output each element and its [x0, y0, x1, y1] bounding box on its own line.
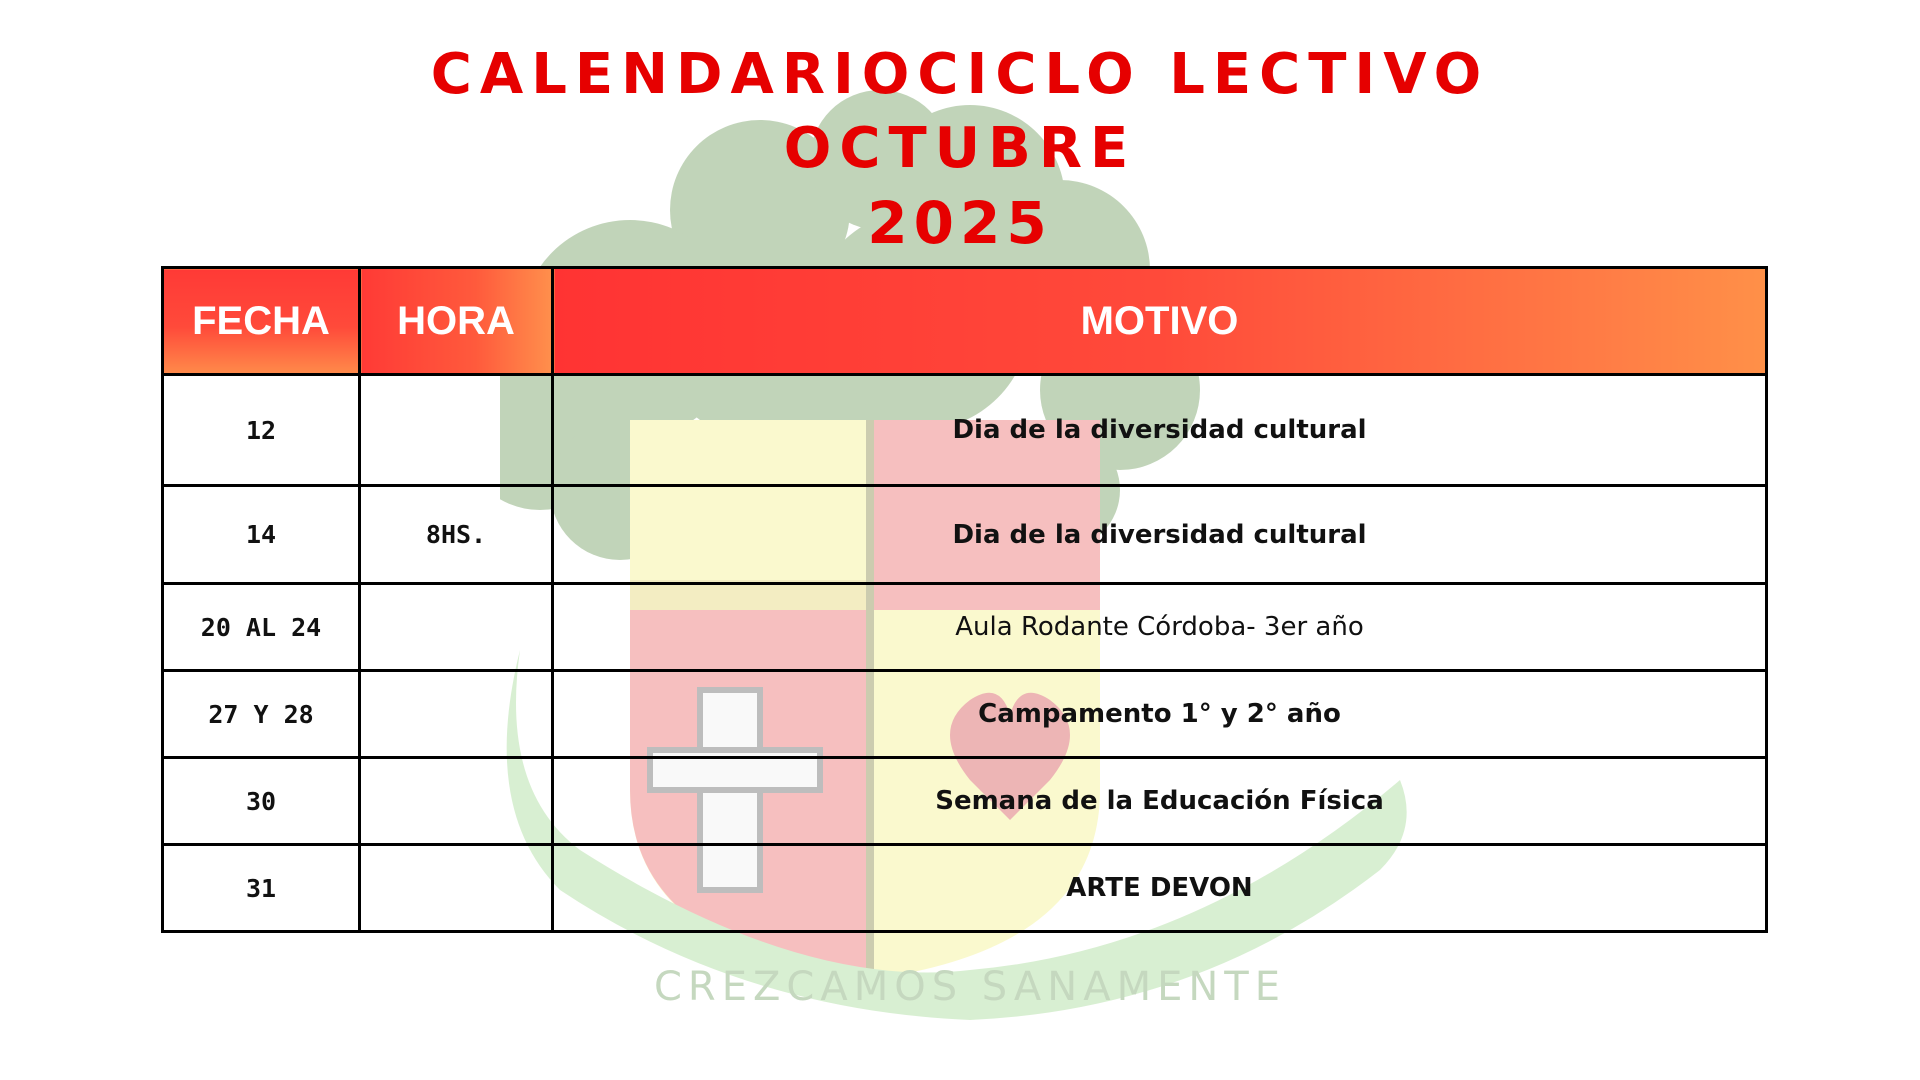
cell-hora — [360, 671, 553, 758]
title-line-2: OCTUBRE — [783, 116, 1137, 181]
table-row — [163, 486, 1767, 584]
page-title — [0, 38, 1920, 260]
cell-fecha: 27 Y 28 — [163, 671, 360, 758]
cell-motivo: Semana de la Educación Física — [553, 758, 1767, 845]
cell-hora — [360, 845, 553, 932]
header-hora: HORA — [360, 268, 553, 375]
calendar-table — [161, 266, 1768, 933]
cell-motivo: ARTE DEVON — [553, 845, 1767, 932]
table-row — [163, 584, 1767, 671]
cell-motivo: Dia de la diversidad cultural — [553, 375, 1767, 486]
cell-motivo: Campamento 1° y 2° año — [553, 671, 1767, 758]
crest-motto: CREZCAMOS SANAMENTE — [654, 964, 1286, 1010]
cell-fecha: 30 — [163, 758, 360, 845]
title-line-3: 2025 — [867, 189, 1053, 257]
header-fecha: FECHA — [163, 268, 360, 375]
cell-hora: 8HS. — [360, 486, 553, 584]
cell-hora — [360, 758, 553, 845]
cell-hora — [360, 584, 553, 671]
table-row — [163, 845, 1767, 932]
cell-motivo: Aula Rodante Córdoba- 3er año — [553, 584, 1767, 671]
table-row — [163, 758, 1767, 845]
table-row — [163, 671, 1767, 758]
cell-motivo: Dia de la diversidad cultural — [553, 486, 1767, 584]
header-row — [163, 268, 1767, 375]
table-row — [163, 375, 1767, 486]
cell-fecha: 14 — [163, 486, 360, 584]
cell-hora — [360, 375, 553, 486]
header-motivo: MOTIVO — [553, 268, 1767, 375]
cell-fecha: 12 — [163, 375, 360, 486]
cell-fecha: 31 — [163, 845, 360, 932]
cell-fecha: 20 AL 24 — [163, 584, 360, 671]
title-line-1: CALENDARIOCICLO LECTIVO — [430, 42, 1490, 107]
